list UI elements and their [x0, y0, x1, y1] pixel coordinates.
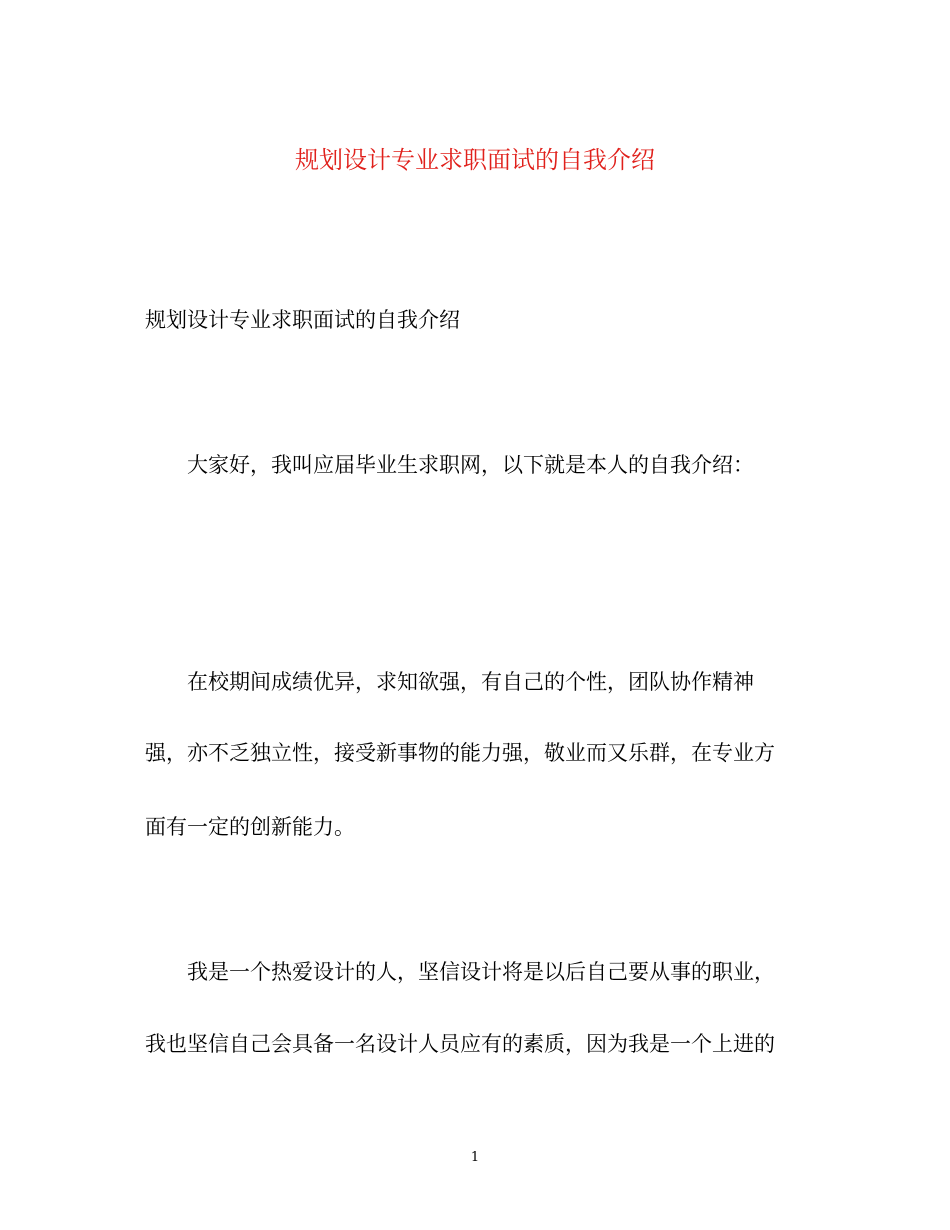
paragraph-line: 我是一个热爱设计的人，坚信设计将是以后自己要从事的职业，	[187, 960, 775, 984]
paragraph-line: 面有一定的创新能力。	[145, 815, 355, 839]
document-subtitle: 规划设计专业求职面试的自我介绍	[145, 308, 460, 332]
paragraph-line: 强，亦不乏独立性，接受新事物的能力强，敬业而又乐群，在专业方	[145, 741, 775, 765]
paragraph-line: 大家好，我叫应届毕业生求职网，以下就是本人的自我介绍：	[187, 453, 754, 477]
paragraph-line: 我也坚信自己会具备一名设计人员应有的素质，因为我是一个上进的	[145, 1032, 775, 1056]
document-title: 规划设计专业求职面试的自我介绍	[295, 146, 655, 174]
page-number: 1	[470, 1150, 480, 1165]
paragraph-line: 在校期间成绩优异，求知欲强，有自己的个性，团队协作精神	[187, 670, 754, 694]
